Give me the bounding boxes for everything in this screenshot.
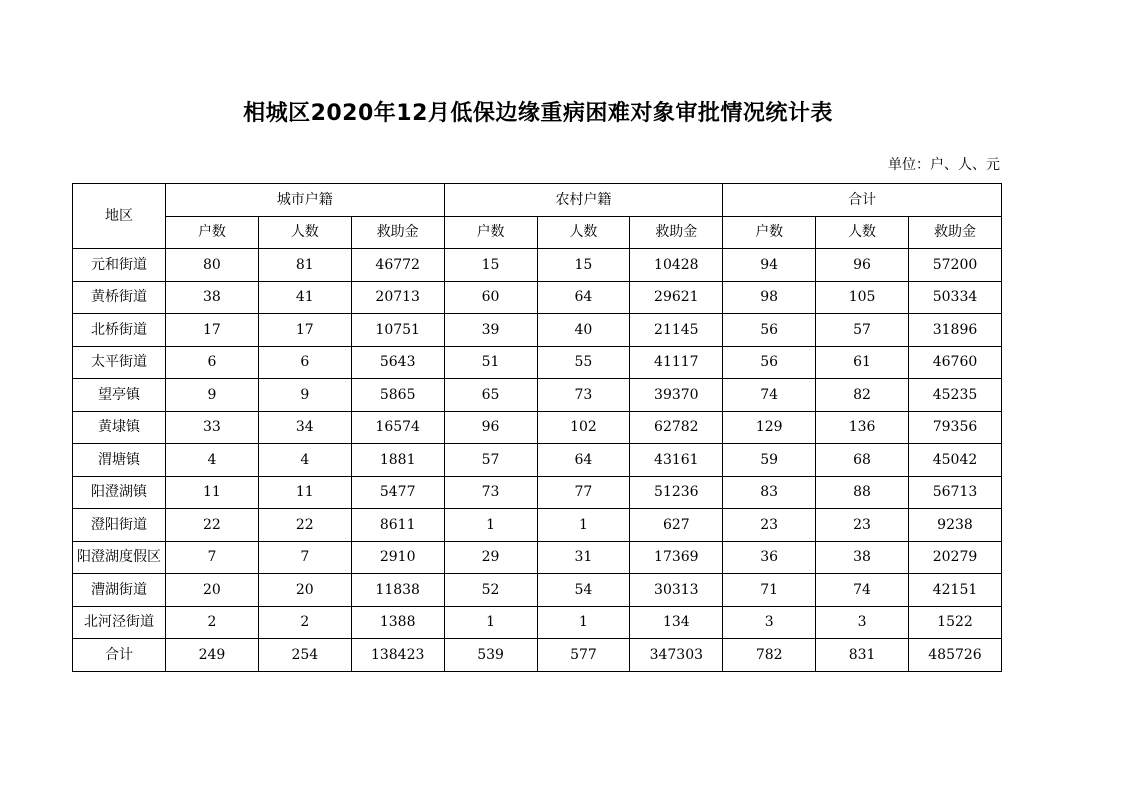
value-cell: 6: [258, 346, 351, 379]
value-cell: 51236: [630, 476, 723, 509]
region-name: 望亭镇: [98, 386, 140, 403]
value-cell: 105: [816, 281, 909, 314]
value-cell: 31896: [909, 314, 1002, 347]
value-cell: 51: [444, 346, 537, 379]
value-cell: 77: [537, 476, 630, 509]
region-name-cell: [73, 574, 166, 607]
region-name: 合计: [105, 646, 133, 663]
table-row: [73, 574, 1002, 607]
value-cell: 79356: [909, 411, 1002, 444]
value-cell: 11: [166, 476, 259, 509]
value-cell: 73: [444, 476, 537, 509]
region-name-cell: [73, 606, 166, 639]
value-cell: 577: [537, 639, 630, 672]
value-cell: 3: [816, 606, 909, 639]
table-row: [73, 379, 1002, 412]
header-total-aid: 救助金: [909, 216, 1002, 249]
region-name: 阳澄湖度假区: [77, 549, 161, 566]
value-cell: 7: [166, 541, 259, 574]
value-cell: 94: [723, 249, 816, 282]
value-cell: 80: [166, 249, 259, 282]
value-cell: 64: [537, 281, 630, 314]
value-cell: 4: [258, 444, 351, 477]
value-cell: 2910: [351, 541, 444, 574]
region-name: 漕湖街道: [91, 581, 147, 598]
value-cell: 73: [537, 379, 630, 412]
table-row: [73, 541, 1002, 574]
region-name-cell: [73, 379, 166, 412]
value-cell: 11838: [351, 574, 444, 607]
value-cell: 96: [816, 249, 909, 282]
value-cell: 5643: [351, 346, 444, 379]
value-cell: 17369: [630, 541, 723, 574]
value-cell: 60: [444, 281, 537, 314]
region-name: 元和街道: [91, 256, 147, 273]
value-cell: 15: [537, 249, 630, 282]
value-cell: 62782: [630, 411, 723, 444]
value-cell: 20279: [909, 541, 1002, 574]
value-cell: 54: [537, 574, 630, 607]
table-row: [73, 346, 1002, 379]
value-cell: 782: [723, 639, 816, 672]
value-cell: 98: [723, 281, 816, 314]
value-cell: 16574: [351, 411, 444, 444]
header-group-urban: 城市户籍: [166, 184, 445, 217]
value-cell: 82: [816, 379, 909, 412]
region-name: 渭塘镇: [98, 451, 140, 468]
region-name: 北桥街道: [91, 321, 147, 338]
value-cell: 1: [537, 509, 630, 542]
value-cell: 39: [444, 314, 537, 347]
value-cell: 21145: [630, 314, 723, 347]
value-cell: 22: [258, 509, 351, 542]
region-name-cell: [73, 444, 166, 477]
value-cell: 29621: [630, 281, 723, 314]
region-name: 太平街道: [91, 354, 147, 371]
value-cell: 57: [816, 314, 909, 347]
header-total-persons: 人数: [816, 216, 909, 249]
value-cell: 74: [816, 574, 909, 607]
table-row: [73, 509, 1002, 542]
value-cell: 88: [816, 476, 909, 509]
value-cell: 56: [723, 314, 816, 347]
value-cell: 134: [630, 606, 723, 639]
header-group-rural: 农村户籍: [444, 184, 723, 217]
value-cell: 61: [816, 346, 909, 379]
value-cell: 34: [258, 411, 351, 444]
value-cell: 20713: [351, 281, 444, 314]
header-urban-aid: 救助金: [351, 216, 444, 249]
table-row: [73, 249, 1002, 282]
table-row: [73, 444, 1002, 477]
value-cell: 74: [723, 379, 816, 412]
value-cell: 136: [816, 411, 909, 444]
value-cell: 52: [444, 574, 537, 607]
value-cell: 65: [444, 379, 537, 412]
header-row-subcols: [73, 216, 1002, 249]
value-cell: 46772: [351, 249, 444, 282]
value-cell: 9: [166, 379, 259, 412]
value-cell: 1881: [351, 444, 444, 477]
value-cell: 22: [166, 509, 259, 542]
value-cell: 64: [537, 444, 630, 477]
value-cell: 96: [444, 411, 537, 444]
region-name-cell: [73, 281, 166, 314]
value-cell: 38: [166, 281, 259, 314]
value-cell: 485726: [909, 639, 1002, 672]
value-cell: 102: [537, 411, 630, 444]
header-region: 地区: [73, 184, 166, 249]
value-cell: 8611: [351, 509, 444, 542]
value-cell: 9238: [909, 509, 1002, 542]
value-cell: 33: [166, 411, 259, 444]
value-cell: 31: [537, 541, 630, 574]
header-group-total: 合计: [723, 184, 1002, 217]
value-cell: 17: [166, 314, 259, 347]
value-cell: 50334: [909, 281, 1002, 314]
value-cell: 46760: [909, 346, 1002, 379]
value-cell: 23: [723, 509, 816, 542]
table-row: [73, 606, 1002, 639]
value-cell: 1388: [351, 606, 444, 639]
value-cell: 9: [258, 379, 351, 412]
value-cell: 2: [166, 606, 259, 639]
value-cell: 1522: [909, 606, 1002, 639]
value-cell: 7: [258, 541, 351, 574]
value-cell: 1: [444, 606, 537, 639]
header-total-households: 户数: [723, 216, 816, 249]
statistics-table: [72, 183, 1002, 672]
value-cell: 59: [723, 444, 816, 477]
value-cell: 38: [816, 541, 909, 574]
value-cell: 20: [258, 574, 351, 607]
value-cell: 347303: [630, 639, 723, 672]
value-cell: 2: [258, 606, 351, 639]
region-name-cell: [73, 639, 166, 672]
value-cell: 57200: [909, 249, 1002, 282]
region-name: 黄埭镇: [98, 419, 140, 436]
value-cell: 71: [723, 574, 816, 607]
header-rural-persons: 人数: [537, 216, 630, 249]
value-cell: 39370: [630, 379, 723, 412]
value-cell: 15: [444, 249, 537, 282]
value-cell: 11: [258, 476, 351, 509]
region-name: 北河泾街道: [84, 614, 154, 631]
table-row: [73, 314, 1002, 347]
value-cell: 42151: [909, 574, 1002, 607]
value-cell: 5865: [351, 379, 444, 412]
region-name-cell: [73, 249, 166, 282]
table-body: [73, 249, 1002, 672]
value-cell: 36: [723, 541, 816, 574]
value-cell: 41117: [630, 346, 723, 379]
table-header: [73, 184, 1002, 249]
region-name-cell: [73, 314, 166, 347]
value-cell: 56: [723, 346, 816, 379]
value-cell: 10428: [630, 249, 723, 282]
region-name-cell: [73, 346, 166, 379]
value-cell: 40: [537, 314, 630, 347]
value-cell: 81: [258, 249, 351, 282]
header-row-groups: [73, 184, 1002, 217]
region-name-cell: [73, 541, 166, 574]
value-cell: 539: [444, 639, 537, 672]
value-cell: 249: [166, 639, 259, 672]
unit-label: 单位：户、人、元: [888, 157, 1000, 173]
value-cell: 45235: [909, 379, 1002, 412]
table-row: [73, 281, 1002, 314]
value-cell: 5477: [351, 476, 444, 509]
value-cell: 138423: [351, 639, 444, 672]
header-urban-persons: 人数: [258, 216, 351, 249]
region-name-cell: [73, 509, 166, 542]
value-cell: 1: [537, 606, 630, 639]
region-name: 阳澄湖镇: [91, 484, 147, 501]
value-cell: 68: [816, 444, 909, 477]
value-cell: 41: [258, 281, 351, 314]
value-cell: 254: [258, 639, 351, 672]
value-cell: 83: [723, 476, 816, 509]
value-cell: 4: [166, 444, 259, 477]
value-cell: 57: [444, 444, 537, 477]
value-cell: 10751: [351, 314, 444, 347]
table-row: [73, 476, 1002, 509]
value-cell: 1: [444, 509, 537, 542]
header-rural-aid: 救助金: [630, 216, 723, 249]
region-name: 黄桥街道: [91, 289, 147, 306]
value-cell: 45042: [909, 444, 1002, 477]
region-name-cell: [73, 411, 166, 444]
header-urban-households: 户数: [166, 216, 259, 249]
value-cell: 43161: [630, 444, 723, 477]
value-cell: 17: [258, 314, 351, 347]
header-rural-households: 户数: [444, 216, 537, 249]
value-cell: 55: [537, 346, 630, 379]
value-cell: 3: [723, 606, 816, 639]
region-name: 澄阳街道: [91, 516, 147, 533]
value-cell: 627: [630, 509, 723, 542]
table-row: [73, 411, 1002, 444]
value-cell: 831: [816, 639, 909, 672]
value-cell: 20: [166, 574, 259, 607]
region-name-cell: [73, 476, 166, 509]
value-cell: 23: [816, 509, 909, 542]
value-cell: 30313: [630, 574, 723, 607]
value-cell: 129: [723, 411, 816, 444]
value-cell: 6: [166, 346, 259, 379]
value-cell: 56713: [909, 476, 1002, 509]
value-cell: 29: [444, 541, 537, 574]
table-row-total: [73, 639, 1002, 672]
page-title: 相城区2020年12月低保边缘重病困难对象审批情况统计表: [243, 101, 833, 126]
